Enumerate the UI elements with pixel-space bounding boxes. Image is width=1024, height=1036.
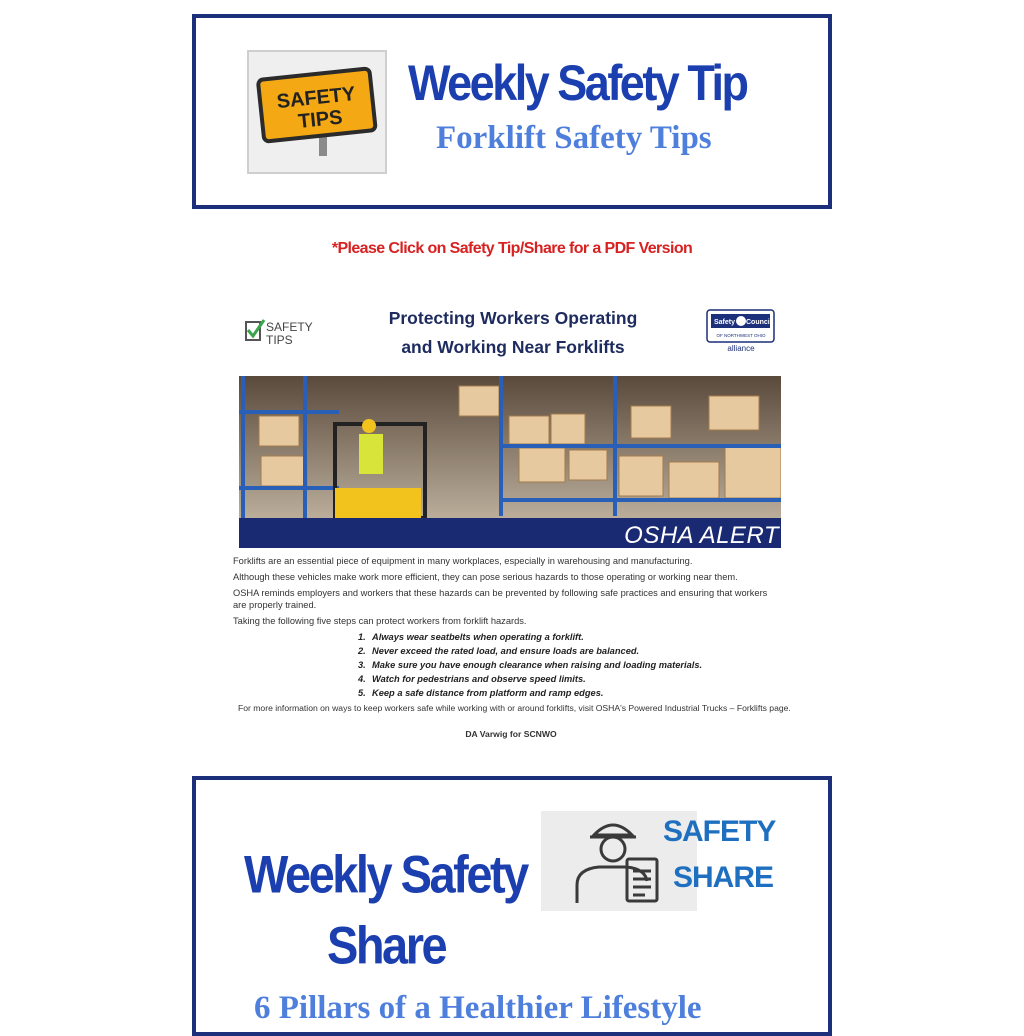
osha-alert-banner: [239, 518, 781, 548]
safety-tips-sign-image[interactable]: [247, 50, 387, 174]
pdf-click-note: *Please Click on Safety Tip/Share for a PDF Version: [331, 240, 693, 257]
list-item: 2. Never exceed the rated load, and ensure loads are balanced.: [358, 646, 640, 656]
sign-text-1: SAFETY: [275, 82, 357, 114]
flyer-paragraph-4: Taking the following five steps can protect workers from forklift hazards.: [233, 616, 527, 626]
safety-tips-check-logo: [242, 314, 322, 350]
logo-left-text-2: TIPS: [266, 333, 293, 347]
council-text-3: OF NORTHWEST OHIO: [716, 333, 766, 338]
forklift-safety-tips-link[interactable]: Forklift Safety Tips: [436, 120, 712, 156]
flyer-author: DA Varwig for SCNWO: [465, 729, 557, 739]
healthier-lifestyle-link[interactable]: 6 Pillars of a Healthier Lifestyle: [254, 990, 702, 1026]
safety-share-logo-text-1: SAFETY: [663, 815, 776, 848]
flyer-heading-line2: and Working Near Forklifts: [401, 337, 625, 357]
list-item: 3. Make sure you have enough clearance when raising and loading materials.: [358, 660, 703, 670]
council-text-2: Council: [746, 319, 772, 326]
council-text-1: Safety: [714, 319, 736, 326]
safety-share-logo-text-2: SHARE: [673, 861, 774, 894]
list-item: 1. Always wear seatbelts when operating a forklift.: [358, 632, 584, 642]
weekly-safety-tip-title[interactable]: Weekly Safety Tip: [408, 54, 747, 112]
safety-council-logo: [706, 308, 776, 354]
warehouse-forklift-photo: [239, 376, 781, 548]
flyer-paragraph-2: Although these vehicles make work more efficient, they can pose serious hazards to those operating or working near them.: [233, 572, 738, 582]
logo-left-text-1: SAFETY: [266, 320, 313, 334]
more-info-text: For more information on ways to keep workers safe while working with or around forklifts, visit OSHA's Powered Industrial Trucks – Forklifts page.: [238, 703, 791, 713]
list-item: 5. Keep a safe distance from platform and ramp edges.: [358, 688, 604, 698]
list-item: 4. Watch for pedestrians and observe speed limits.: [358, 674, 586, 684]
flyer-paragraph-1: Forklifts are an essential piece of equipment in many workplaces, especially in warehousing and manufacturing.: [233, 556, 693, 566]
sign-text-2: TIPS: [297, 106, 344, 133]
council-text-4: alliance: [727, 344, 755, 353]
forklift-steps-list: [358, 630, 702, 700]
weekly-safety-share-title-line2[interactable]: Share: [327, 915, 446, 975]
weekly-safety-share-title-line1[interactable]: Weekly Safety: [244, 844, 527, 904]
flyer-paragraph-3: OSHA reminds employers and workers that these hazards can be prevented by following safe practices and ensuring that workers are properly trained.: [233, 588, 768, 610]
flyer-heading-line1: Protecting Workers Operating: [388, 308, 638, 328]
osha-alert-text: OSHA ALERT: [624, 522, 779, 548]
forklift-flyer-image[interactable]: [228, 300, 794, 750]
